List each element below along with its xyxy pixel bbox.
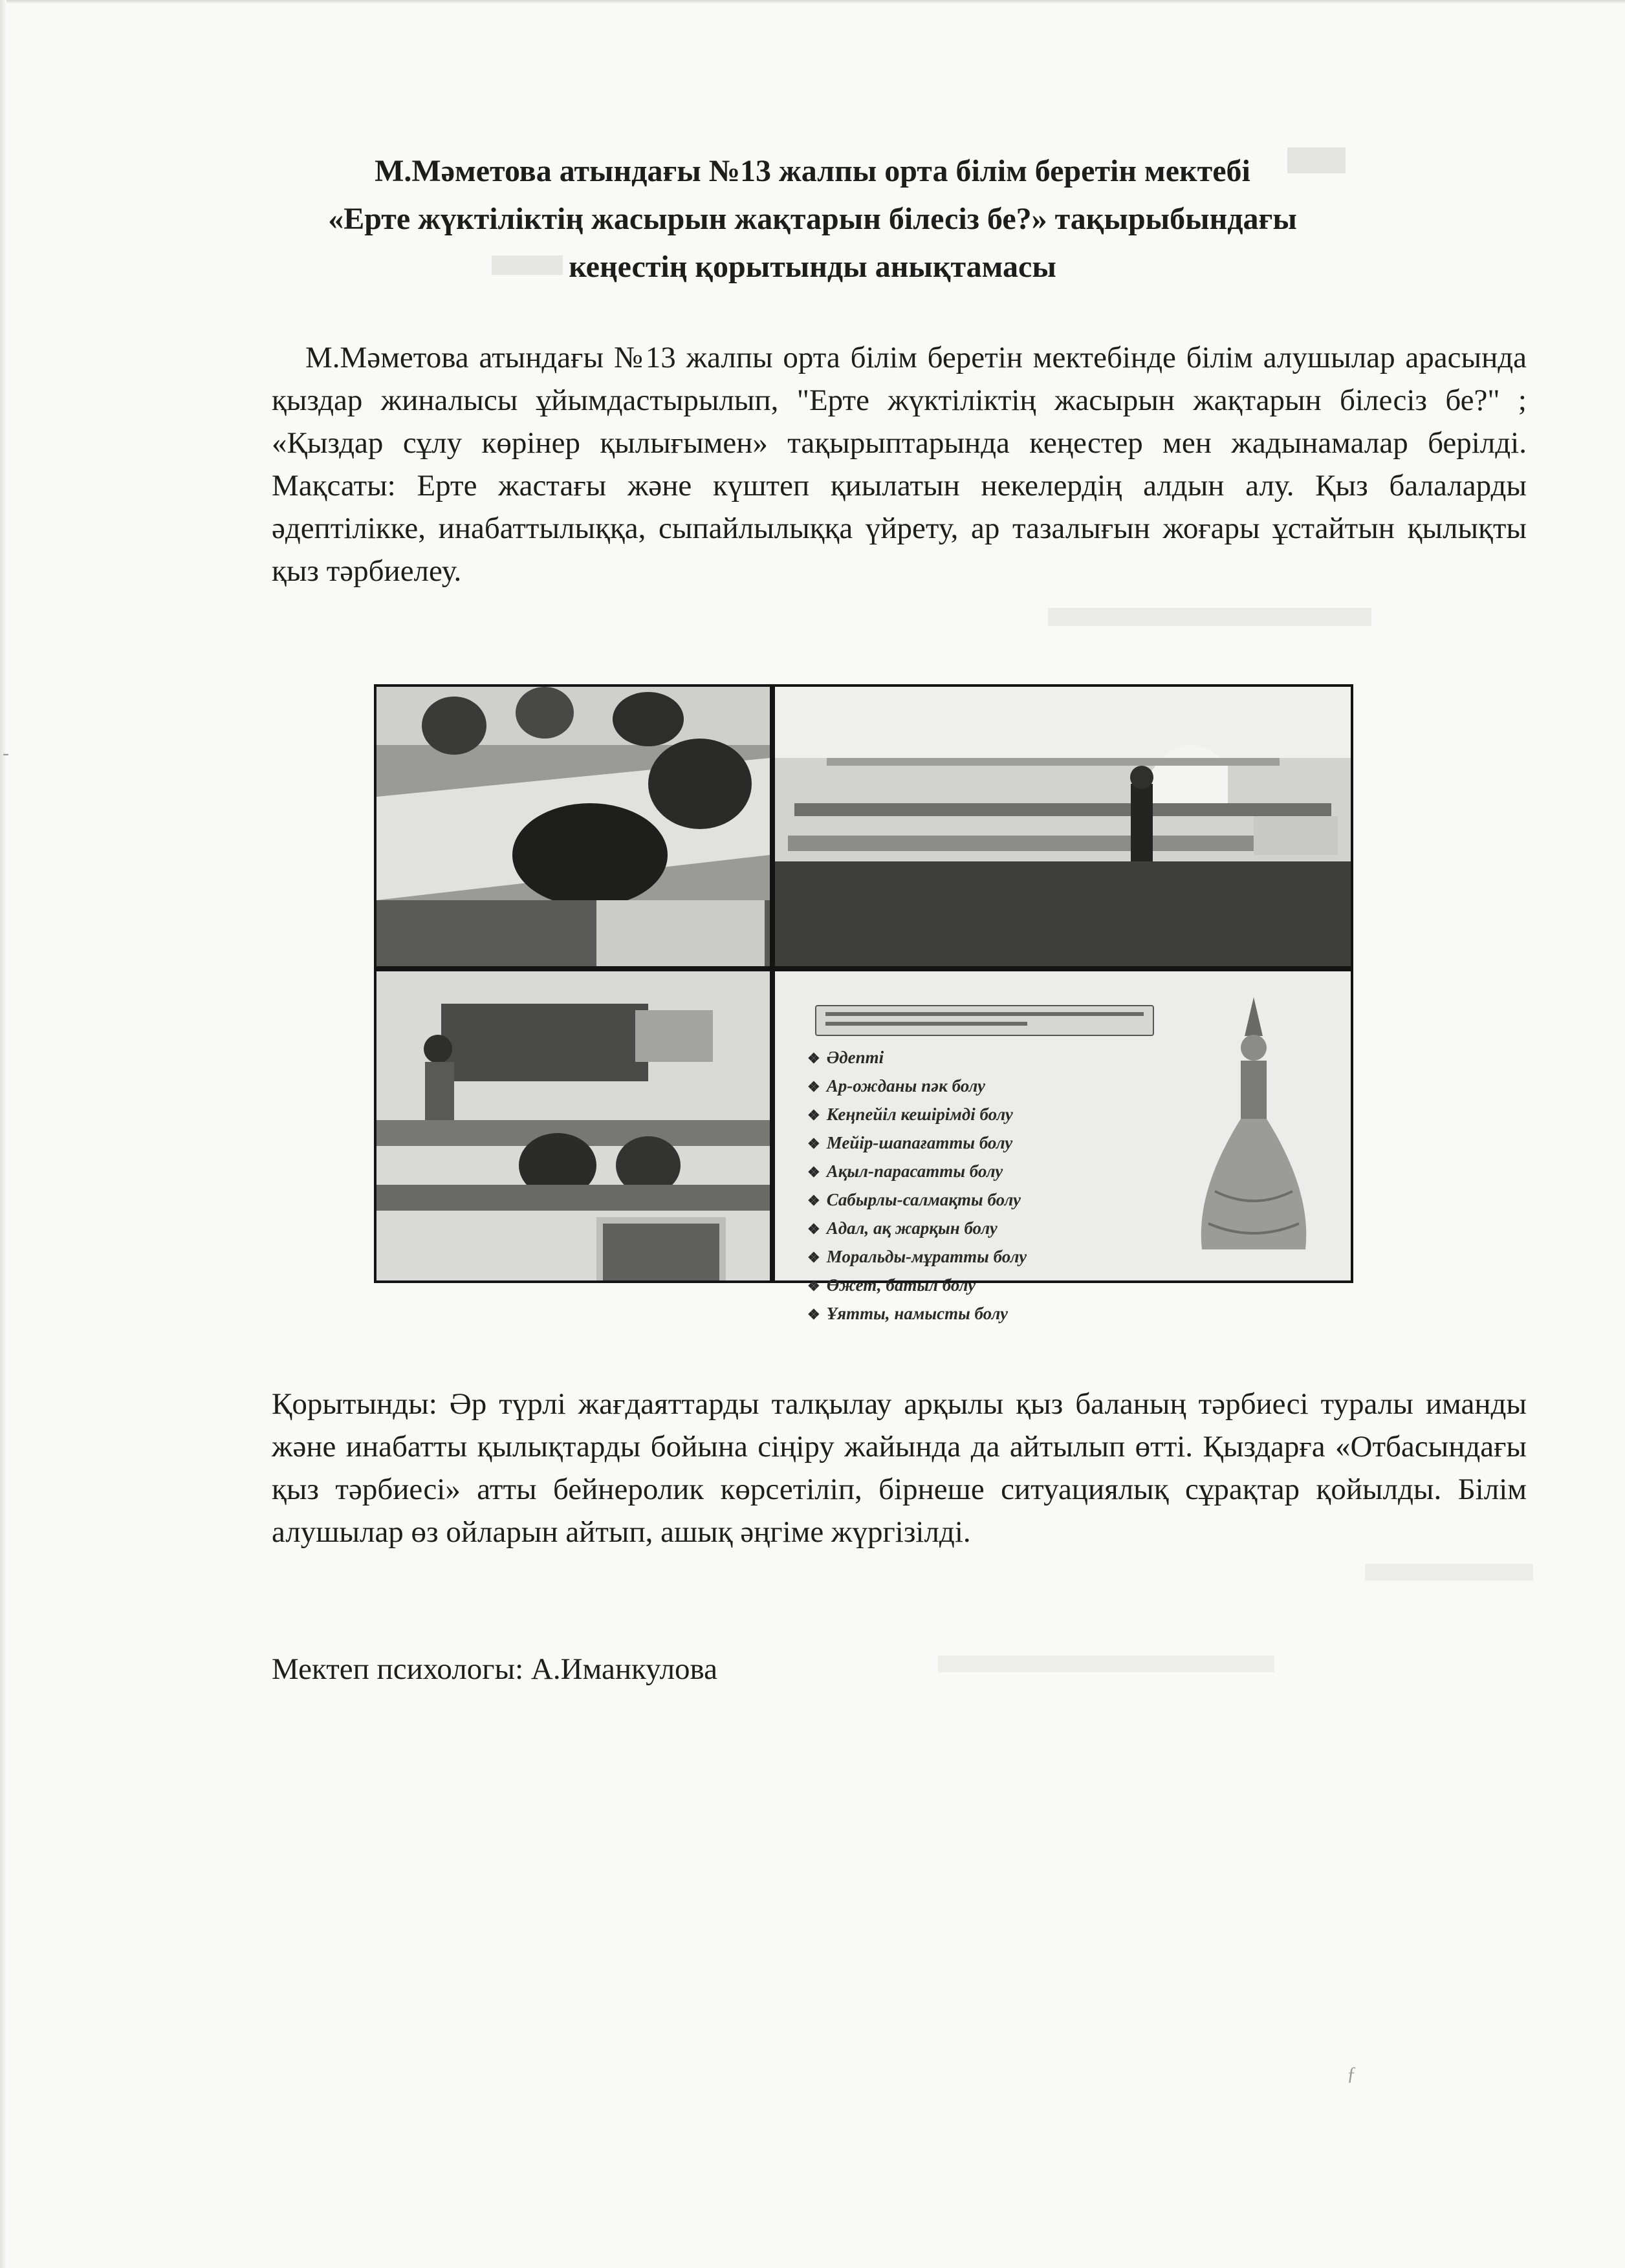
list-item: ❖ Ар-ожданы пәк болу [807, 1072, 1027, 1101]
signature-line: Мектеп психологы: А.Иманкулова [272, 1652, 717, 1686]
scan-edge [0, 0, 6, 2268]
photo-students-writing [376, 687, 770, 966]
slide-heading-banner [815, 1005, 1154, 1036]
photo-classroom-board [376, 971, 770, 1280]
photo-teacher-at-board [376, 971, 770, 1280]
list-item: ❖ Кеңпейіл кешірімді болу [807, 1101, 1027, 1129]
scan-edge [0, 0, 1625, 4]
document-title [194, 147, 1431, 291]
title-line: «Ерте жүктіліктің жасырын жақтарын білесіз бе?» тақырыбындағы [328, 202, 1297, 236]
bleed-through-artifact [1048, 608, 1371, 626]
photo-presentation-slide [775, 971, 1351, 1323]
intro-paragraph: М.Мәметова атындағы №13 жалпы орта білім беретін мектебінде білім алушылар арасында қыздар жиналысы ұйымдастырылып, "Ерте жүктіліктің жасырын жақтарын білесіз бе?" ; «Қыздар сұлу көрінер қылығымен» тақырыптарында кеңестер мен жадынамалар берілді. Мақсаты: Ерте жастағы және күштеп қиылатын некелердің алдын алу. Қыз балаларды әдептілікке, инабаттылыққа, сыпайлылыққа үйрету, ар тазалығын жоғары ұстайтын қылықты қыз тәрбиелеу. [272, 341, 1527, 588]
conclusion-paragraph: Қорытынды: Әр түрлі жағдаяттарды талқылау арқылы қыз баланың тәрбиесі туралы иманды және инабатты қылықтарды бойына сіңіру жайында да айтылып өтті. Қыздарға «Отбасындағы қыз тәрбиесі» атты бейнеролик көрсетіліп, бірнеше ситуациялық сұрақтар қойылды. Білім алушылар өз ойларын айтып, ашық әңгіме жүргізілді. [272, 1387, 1527, 1549]
scan-speck: - [3, 742, 9, 764]
title-line: М.Мәметова атындағы №13 жалпы орта білім беретін мектебі [375, 154, 1250, 188]
bleed-through-artifact [1365, 1564, 1533, 1581]
photo-classroom-meeting [775, 687, 1351, 966]
photo-collage [374, 684, 1353, 1323]
list-item: ❖ Сабырлы-салмақты болу [807, 1186, 1027, 1215]
photo-classroom-writing [376, 687, 770, 966]
slide-virtues-list [807, 1044, 1027, 1328]
traditional-dress-illustration [1189, 997, 1318, 1256]
list-item: ❖ Мейір-шапағатты болу [807, 1129, 1027, 1158]
list-item: ❖ Өжет, батыл болу [807, 1271, 1027, 1300]
list-item: ❖ Моральды-мұратты болу [807, 1243, 1027, 1271]
title-line: кеңестің қорытынды анықтамасы [569, 250, 1056, 284]
list-item: ❖ Әдепті [807, 1044, 1027, 1072]
list-item: ❖ Ұятты, намысты болу [807, 1300, 1027, 1328]
list-item: ❖ Адал, ақ жарқын болу [807, 1215, 1027, 1243]
scan-speck: ƒ [1347, 2063, 1357, 2084]
bleed-through-artifact [938, 1656, 1274, 1672]
list-item: ❖ Ақыл-парасатты болу [807, 1158, 1027, 1186]
photo-classroom-wide [775, 687, 1351, 966]
